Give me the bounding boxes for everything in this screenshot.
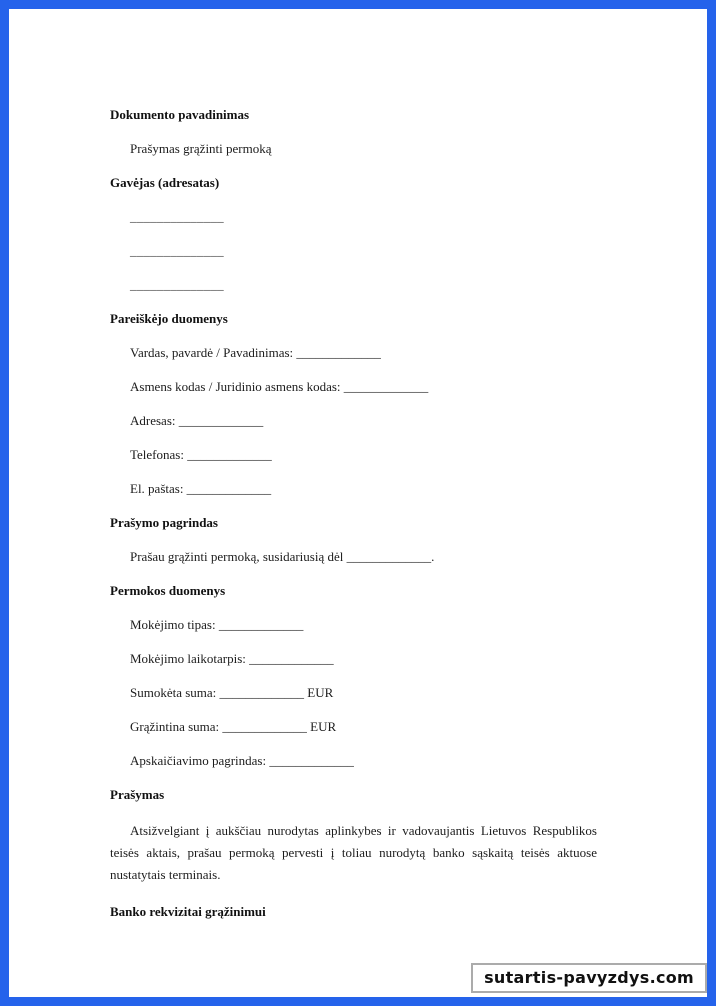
document-page — [9, 9, 707, 997]
heading-prasymas: Prašymas — [110, 787, 165, 802]
heading-banko-rekvizitai: Banko rekvizitai grąžinimui — [110, 904, 266, 919]
heading-pareiskejo-duomenys: Pareiškėjo duomenys — [110, 311, 228, 326]
field-adresas: Adresas: _____________ — [130, 413, 264, 428]
field-prasymo-pagrindas: Prašau grąžinti permoką, susidariusią dėl _____________. — [130, 549, 435, 564]
blank-line: ______________ — [130, 209, 224, 224]
field-apskaiciavimo-pagrindas: Apskaičiavimo pagrindas: _____________ — [130, 753, 354, 768]
request-paragraph: Atsižvelgiant į aukščiau nurodytas aplinkybes ir vadovaujantis Lietuvos Respublikos teisės aktais, prašau permoką pervesti į toliau nurodytą banko sąskaitą teisės aktuose nustatytais terminais. — [110, 823, 597, 882]
field-document-title: Prašymas grąžinti permoką — [130, 141, 272, 156]
field-sumoketa-suma: Sumokėta suma: _____________ EUR — [130, 685, 334, 700]
field-grazintina-suma: Grąžintina suma: _____________ EUR — [130, 719, 337, 734]
blank-line: ______________ — [130, 243, 224, 258]
watermark-site-label: sutartis-pavyzdys.com — [471, 963, 707, 993]
field-vardas-pavarde: Vardas, pavardė / Pavadinimas: _____________ — [130, 345, 381, 360]
heading-permokos-duomenys: Permokos duomenys — [110, 583, 226, 598]
field-mokejimo-tipas: Mokėjimo tipas: _____________ — [130, 617, 304, 632]
field-mokejimo-laikotarpis: Mokėjimo laikotarpis: _____________ — [130, 651, 334, 666]
heading-gavejas: Gavėjas (adresatas) — [110, 175, 220, 190]
heading-dokumento-pavadinimas: Dokumento pavadinimas — [110, 107, 250, 122]
field-telefonas: Telefonas: _____________ — [130, 447, 272, 462]
heading-prasymo-pagrindas: Prašymo pagrindas — [110, 515, 218, 530]
blank-line: ______________ — [130, 277, 224, 292]
field-asmens-kodas: Asmens kodas / Juridinio asmens kodas: _____________ — [130, 379, 429, 394]
field-el-pastas: El. paštas: _____________ — [130, 481, 272, 496]
